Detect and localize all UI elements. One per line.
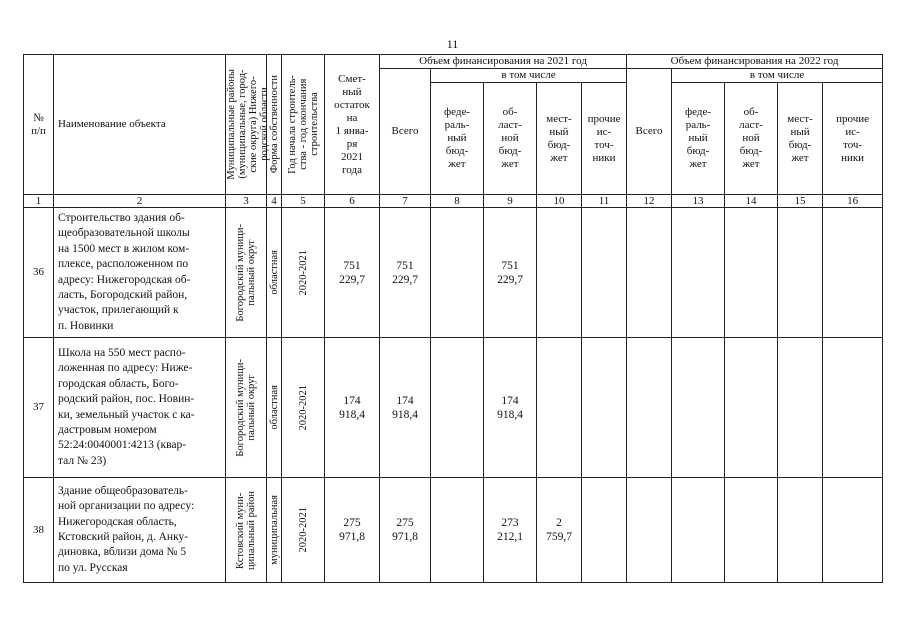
header-federal-2021: феде- раль- ный бюд- жет [431, 83, 484, 195]
header-financing-2021: Объем финансирования на 2021 год [380, 55, 627, 69]
header-num: № п/п [24, 55, 54, 195]
header-including-2022: в том числе [672, 69, 883, 83]
page-number: 11 [446, 37, 459, 51]
header-row-1 [24, 55, 883, 69]
regional-2021: 174 918,4 [484, 338, 537, 478]
estimated-remainder: 751 229,7 [325, 208, 380, 338]
federal-2022 [672, 208, 725, 338]
header-regional-2022: об- ласт- ной бюд- жет [725, 83, 778, 195]
total-2022 [627, 338, 672, 478]
local-2022 [778, 208, 823, 338]
column-number: 9 [484, 195, 537, 208]
row-number: 36 [24, 208, 54, 338]
header-years: Год начала строитель- ства - год окончания строительства [282, 55, 325, 195]
federal-2021 [431, 478, 484, 583]
column-number: 7 [380, 195, 431, 208]
other-2022 [823, 338, 883, 478]
column-number: 14 [725, 195, 778, 208]
ownership: муниципальная [267, 478, 282, 583]
column-number: 15 [778, 195, 823, 208]
column-number: 4 [267, 195, 282, 208]
column-number: 1 [24, 195, 54, 208]
column-number: 3 [226, 195, 267, 208]
column-number: 8 [431, 195, 484, 208]
local-2022 [778, 478, 823, 583]
total-2022 [627, 478, 672, 583]
header-total-2021: Всего [380, 69, 431, 195]
header-including-2021: в том числе [431, 69, 627, 83]
header-name: Наименование объекта [54, 55, 226, 195]
header-local-2021: мест- ный бюд- жет [537, 83, 582, 195]
construction-years: 2020-2021 [282, 208, 325, 338]
regional-2022 [725, 208, 778, 338]
other-2021 [582, 338, 627, 478]
other-2021 [582, 208, 627, 338]
header-regional-2021: об- ласт- ной бюд- жет [484, 83, 537, 195]
column-number: 13 [672, 195, 725, 208]
column-number: 10 [537, 195, 582, 208]
financing-table [23, 54, 883, 583]
district: Богородский муници- пальный округ [226, 208, 267, 338]
regional-2021: 751 229,7 [484, 208, 537, 338]
other-2022 [823, 208, 883, 338]
regional-2021: 273 212,1 [484, 478, 537, 583]
total-2021: 275 971,8 [380, 478, 431, 583]
table-row [24, 338, 883, 478]
construction-years: 2020-2021 [282, 338, 325, 478]
object-name: Строительство здания об- щеобразовательной школы на 1500 мест в жилом ком- плексе, расположенном по адресу: Нижегородская об- ласть, Богородский район, участок, прилегающий к п. Новинки [54, 208, 226, 338]
object-name: Здание общеобразователь- ной организации по адресу: Нижегородская область, Кстовский район, д. Анку- диновка, вблизи дома № 5 по ул. Русская [54, 478, 226, 583]
total-2021: 174 918,4 [380, 338, 431, 478]
district: Богородский муници- пальный округ [226, 338, 267, 478]
object-name: Школа на 550 мест распо- ложенная по адресу: Ниже- городская область, Бого- родский район, пос. Новин- ки, земельный участок с ка- дастровым номером 52:24:0040001:4213 (квар- тал № 23) [54, 338, 226, 478]
header-financing-2022: Объем финансирования на 2022 год [627, 55, 883, 69]
federal-2021 [431, 338, 484, 478]
header-remainder: Смет- ный остаток на 1 янва- ря 2021 года [325, 55, 380, 195]
construction-years: 2020-2021 [282, 478, 325, 583]
local-2022 [778, 338, 823, 478]
federal-2022 [672, 338, 725, 478]
federal-2021 [431, 208, 484, 338]
total-2022 [627, 208, 672, 338]
total-2021: 751 229,7 [380, 208, 431, 338]
header-district: Муниципальные районы (муниципальные, город- ские округа) Нижего- родской области [226, 55, 267, 195]
ownership: областная [267, 208, 282, 338]
table-row [24, 478, 883, 583]
local-2021 [537, 338, 582, 478]
regional-2022 [725, 338, 778, 478]
column-number: 16 [823, 195, 883, 208]
federal-2022 [672, 478, 725, 583]
local-2021: 2 759,7 [537, 478, 582, 583]
column-number: 5 [282, 195, 325, 208]
ownership: областная [267, 338, 282, 478]
header-local-2022: мест- ный бюд- жет [778, 83, 823, 195]
header-other-2021: прочие ис- точ- ники [582, 83, 627, 195]
estimated-remainder: 275 971,8 [325, 478, 380, 583]
header-other-2022: прочие ис- точ- ники [823, 83, 883, 195]
header-federal-2022: феде- раль- ный бюд- жет [672, 83, 725, 195]
column-number: 2 [54, 195, 226, 208]
other-2022 [823, 478, 883, 583]
row-number: 38 [24, 478, 54, 583]
column-number-row [24, 195, 883, 208]
header-total-2022: Всего [627, 69, 672, 195]
column-number: 12 [627, 195, 672, 208]
other-2021 [582, 478, 627, 583]
table-row [24, 208, 883, 338]
column-number: 11 [582, 195, 627, 208]
estimated-remainder: 174 918,4 [325, 338, 380, 478]
district: Кстовский муни- ципальный район [226, 478, 267, 583]
local-2021 [537, 208, 582, 338]
regional-2022 [725, 478, 778, 583]
column-number: 6 [325, 195, 380, 208]
row-number: 37 [24, 338, 54, 478]
header-ownership: Форма собственности [267, 55, 282, 195]
